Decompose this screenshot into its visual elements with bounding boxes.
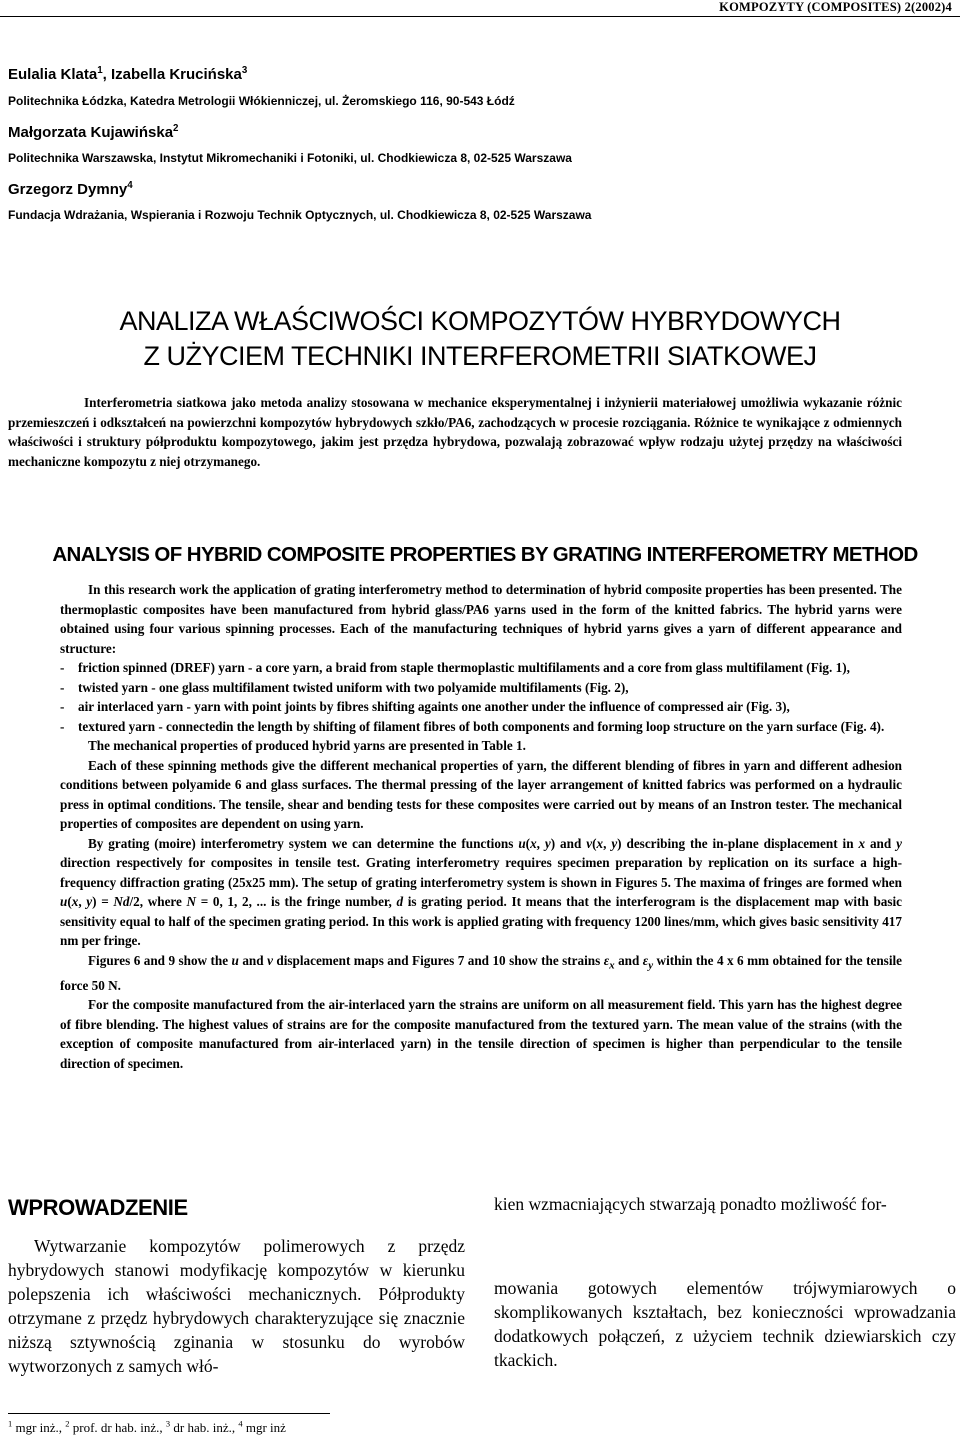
abstract-pl-text: Interferometria siatkowa jako metoda analizy stosowana w mechanice eksperymentalnej i inżynierii materiałowej umożliwia wykazanie różnic przemieszczeń i odkształceń na powierzchni kompozytów hybrydowych szkło/PA6, zachodzących w procesie rozciągania. Różnice te wynikające z odmiennych właściwości i struktury półproduktu kompozytowego, jakim jest przędza hybrydowa, pozwalają zobrazować wpływ rodzaju użytej przędzy na właściwości mechaniczne kompozytu z niej otrzymanego.: [8, 395, 902, 469]
header-rule: [0, 16, 960, 17]
author-sup: 3: [241, 65, 248, 76]
abstract-pl: [8, 393, 902, 471]
list-item-text: friction spinned (DREF) yarn - a core yarn, a braid from staple thermoplastic multifilaments and a core from glass multifilament (Fig. 1),: [78, 660, 850, 675]
author-sup: 1: [97, 65, 103, 76]
abstract-en-p3: Each of these spinning methods give the different mechanical properties of yarn, the different blending of fibres in yarn and different adhesion conditions between polyamide 6 and glass surfaces. The thermal pressing of the layer arrangement of knitted fabrics was performed on a hydraulic press in optimal conditions. The tensile, shear and bending tests for these composites were carried out by means of an Instron tester. The mechanical properties of composites are dependent on using yarn.: [60, 757, 902, 831]
running-head: KOMPOZYTY (COMPOSITES) 2(2002)4: [719, 0, 952, 14]
author-name: , Izabella Krucińska: [102, 66, 242, 83]
author-line-3: [8, 181, 133, 198]
list-item: - friction spinned (DREF) yarn - a core yarn, a braid from staple thermoplastic multifilaments and a core from glass multifilament (Fig. 1),: [60, 658, 902, 678]
page-header: [0, 0, 960, 18]
list-item: - air interlaced yarn - yarn with point joints by fibres shifting againts one another under the influence of compressed air (Fig. 3),: [60, 697, 902, 717]
abstract-en-p6: For the composite manufactured from the air-interlaced yarn the strains are uniform on all measurement field. This yarn has the highest degree of fibre blending. The highest values of strains are for the composite manufactured from the textured yarn. The mean value of the strains (with the exception of composite manufactured from air-interlaced yarn) in the tensile direction of specimen is higher than perpendicular to the tensile direction of specimen.: [60, 997, 902, 1071]
author-line-1: [8, 66, 247, 83]
author-name: Eulalia Klata: [8, 66, 98, 83]
abstract-en-p4: By grating (moire) interferometry system we can determine the functions u(x, y) and v(x, y) describing the in-plane displacement in x and y direction respectively for composites in tensile test. Grating interferometry requires specimen preparation by replication on its surface a high-frequency diffraction grating (25x25 mm). The setup of grating interferometry system is shown in Figures 5. The maxima of fringes are formed when u(x, y) = Nd/2, where N = 0, 1, 2, ... is the fringe number, d is grating period. It means that the interferogram is the displacement map with basic sensitivity equal to half of the specimen grating period. In this work is applied grating with frequency 1200 lines/mm, which gives basic sensitivity 417 nm per fringe.: [60, 835, 903, 948]
author-sup: 4: [127, 180, 133, 191]
affiliation-3: Fundacja Wdrażania, Wspierania i Rozwoju Technik Optycznych, ul. Chodkiewicza 8, 02-525 Warszawa: [8, 208, 592, 222]
title-pl-line-2: Z UŻYCIEM TECHNIKI INTERFEROMETRII SIATKOWEJ: [143, 341, 817, 371]
author-sup: 2: [173, 123, 179, 134]
abstract-en-p5: Figures 6 and 9 show the u and v displacement maps and Figures 7 and 10 show the strains $\varepsilon_x$ and $\varepsilon_y$ within the 4 x 6 mm obtained for the tensile force 50 N.: [60, 952, 902, 993]
author-line-2: [8, 124, 178, 141]
list-item-text: twisted yarn - one glass multifilament twisted uniform with two polyamide multifilaments (Fig. 2),: [78, 679, 629, 695]
abstract-en-p2: The mechanical properties of produced hybrid yarns are presented in Table 1.: [88, 738, 526, 753]
column-right-bottom-text: mowania gotowych elementów trójwymiarowych o skomplikowanych kształtach, bez konieczności wprowadzania dodatkowych połączeń, z użyciem technik dziewiarskich czy tkackich.: [494, 1278, 956, 1370]
affiliation-1: Politechnika Łódzka, Katedra Metrologii Włókienniczej, ul. Żeromskiego 116, 90-543 Łódź: [8, 94, 515, 108]
list-item-text: air interlaced yarn - yarn with point joints by fibres shifting againts one another under the influence of compressed air (Fig. 3),: [78, 699, 790, 714]
column-right-top-text: kien wzmacniających stwarzają ponadto możliwość for-: [494, 1194, 887, 1214]
column-left: [8, 1234, 465, 1378]
list-item-text: textured yarn - connectedin the length by shifting of filament fibres of both components and forming loop structure on the yarn surface (Fig. 4).: [78, 718, 885, 734]
abstract-en-p1: In this research work the application of grating interferometry method to determination of hybrid composite properties has been presented. The thermoplastic composites have been manufactured from hybrid glass/PA6 yarns used in the form of the knitted fabrics. The hybrid yarns were obtained using four various spinning processes. Each of the manufacturing techniques of hybrid yarns gives a yarn of different appearance and structure:: [60, 582, 902, 656]
section-heading: WPROWADZENIE: [8, 1195, 188, 1220]
author-name: Grzegorz Dymny: [8, 181, 128, 198]
footnote: $^1$ mgr inż., $^2$ prof. dr hab. inż., $^3$ dr hab. inż., $^4$ mgr inż: [8, 1418, 286, 1435]
abstract-en: [60, 580, 902, 1073]
footnote-rule: [8, 1413, 330, 1414]
title-en: ANALYSIS OF HYBRID COMPOSITE PROPERTIES BY GRATING INTERFEROMETRY METHOD: [52, 543, 918, 566]
list-item: - twisted yarn - one glass multifilament twisted uniform with two polyamide multifilaments (Fig. 2),: [60, 678, 902, 698]
affiliation-2: Politechnika Warszawska, Instytut Mikromechaniki i Fotoniki, ul. Chodkiewicza 8, 02-525 Warszawa: [8, 151, 572, 165]
column-right-top: [494, 1192, 956, 1216]
column-right-bottom: [494, 1276, 956, 1372]
column-left-text: Wytwarzanie kompozytów polimerowych z przędz hybrydowych stanowi modyfikację kompozytów w kierunku polepszenia ich właściwości mechanicznych. Półprodukty otrzymane z przędz hybrydowych charakteryzujące się znacznie niższą sztywnością zginania w stosunku do wyrobów wytworzonych z samych włó-: [8, 1236, 465, 1376]
author-name: Małgorzata Kujawińska: [8, 124, 174, 141]
title-pl-line-1: ANALIZA WŁAŚCIWOŚCI KOMPOZYTÓW HYBRYDOWYCH: [119, 306, 841, 336]
list-item: - textured yarn - connectedin the length by shifting of filament fibres of both components and forming loop structure on the yarn surface (Fig. 4).: [60, 717, 902, 737]
